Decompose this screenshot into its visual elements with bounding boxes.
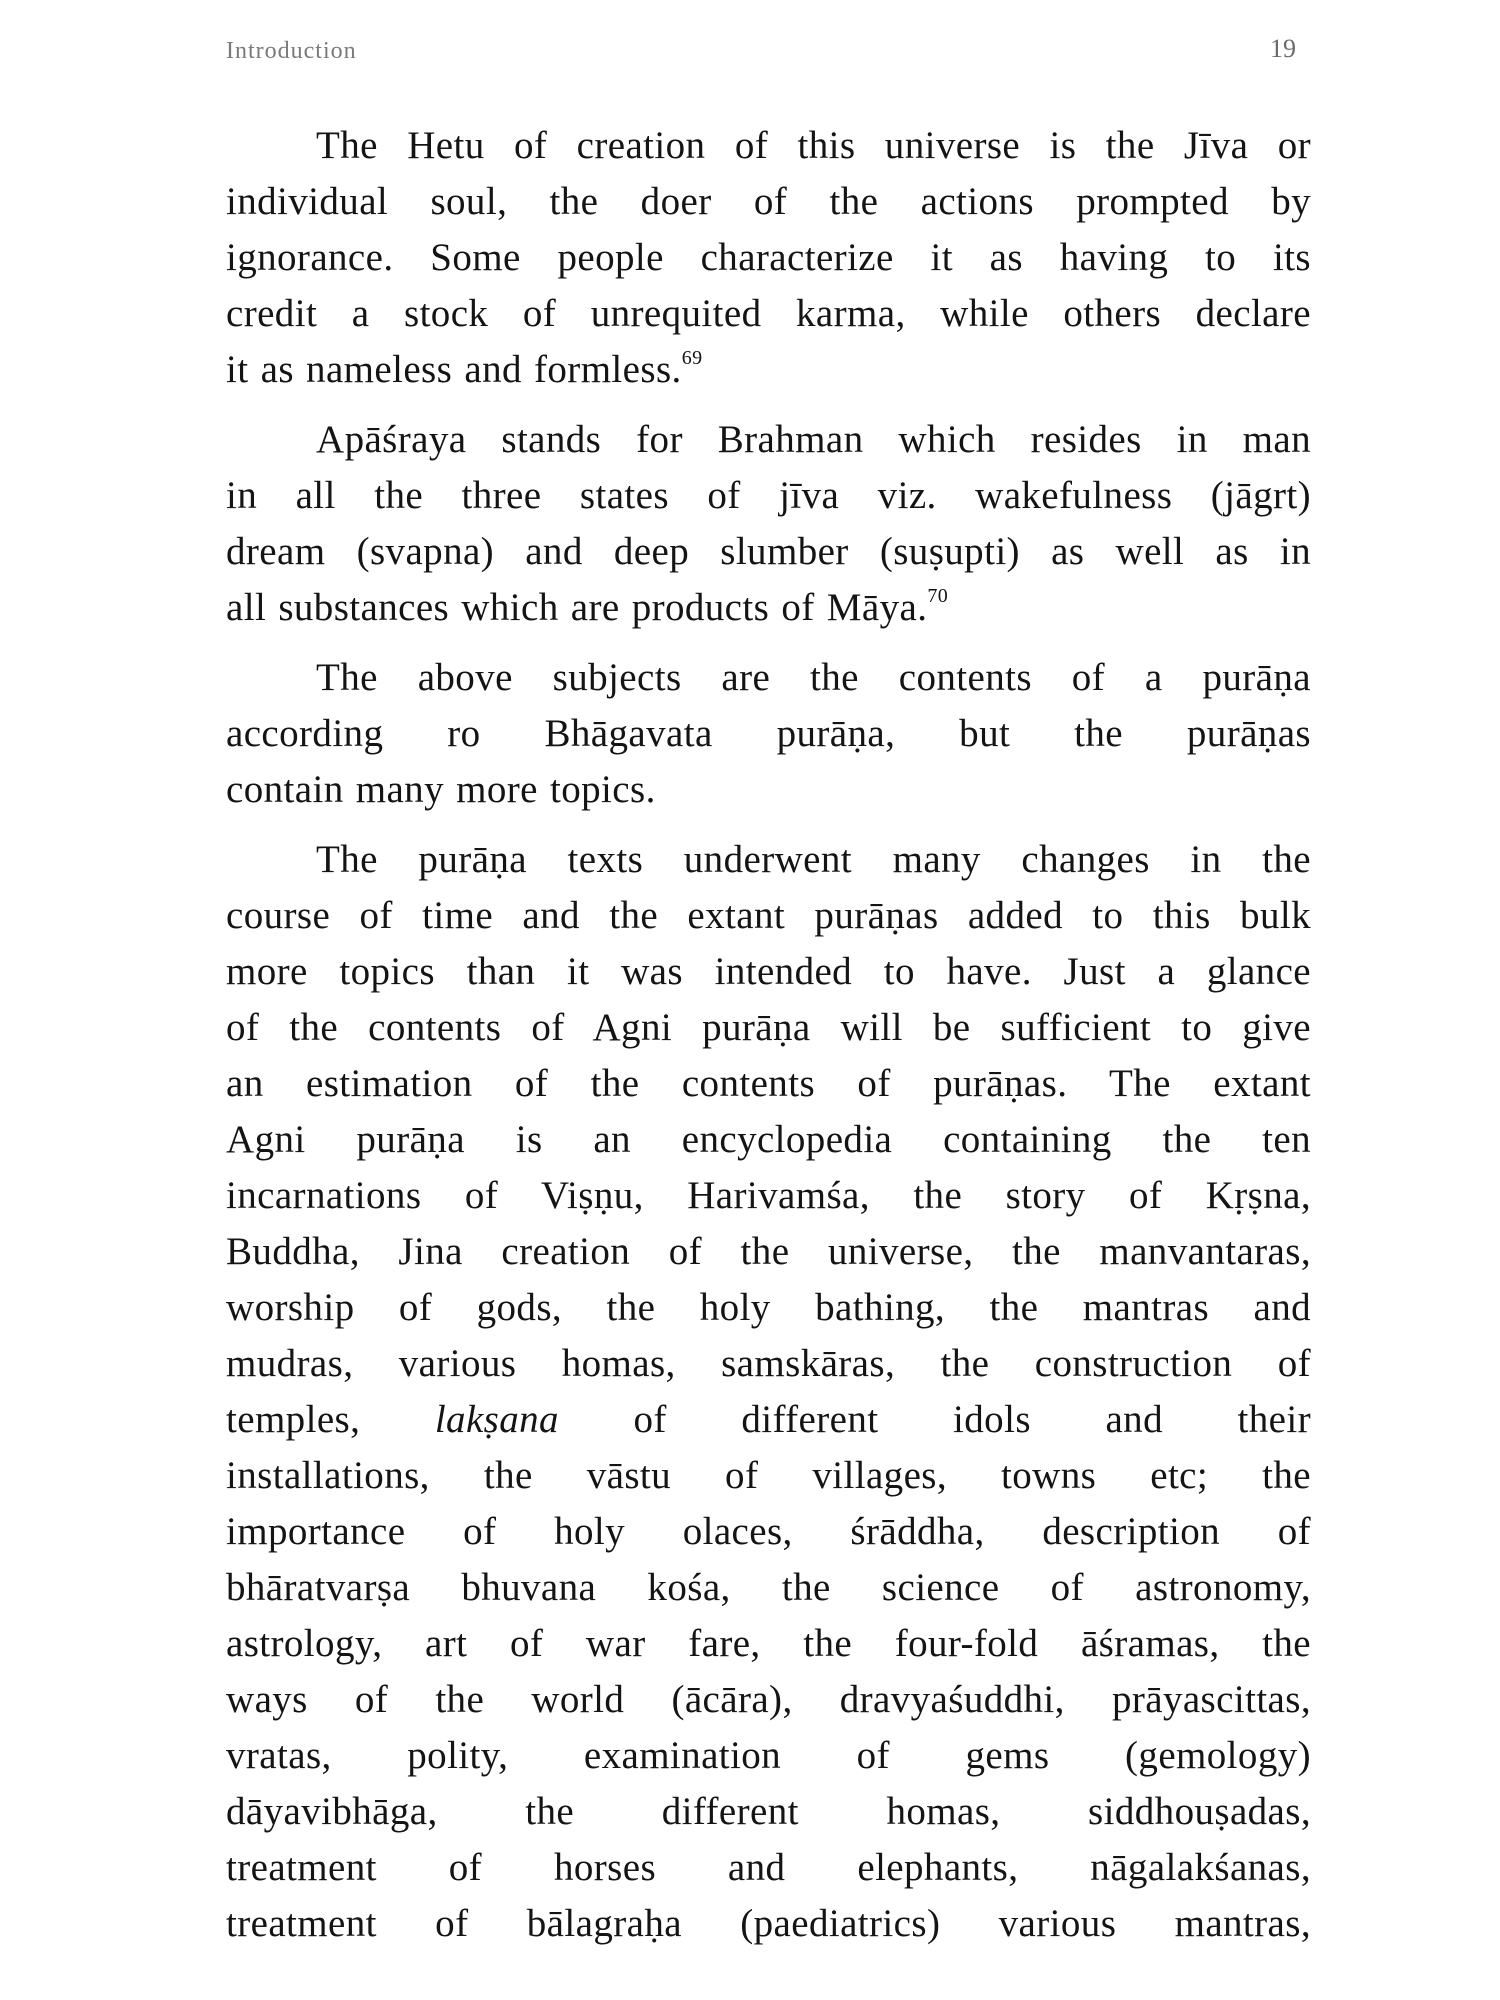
text-line: Apāśraya stands for Brahman which resides in man [316, 418, 1311, 461]
text-line: more topics than it was intended to have. Just a glance [226, 950, 1311, 993]
text-line: in all the three states of jīva viz. wakefulness (jāgrt) [226, 474, 1311, 517]
text-line [226, 580, 1311, 636]
text-line: incarnations of Viṣṇu, Harivamśa, the story of Kṛṣna, [226, 1174, 1311, 1217]
text-fragment: of different idols and their [558, 1398, 1311, 1441]
text-line: treatment of bālagraḥa (paediatrics) various mantras, [226, 1902, 1311, 1945]
text-line [226, 342, 1311, 398]
text-line: individual soul, the doer of the actions prompted by [226, 180, 1311, 223]
text-line [226, 1392, 1311, 1448]
text-line: dream (svapna) and deep slumber (suṣupti) as well as in [226, 530, 1311, 573]
paragraph-purana-texts [226, 832, 1311, 1952]
text-line: installations, the vāstu of villages, towns etc; the [226, 1454, 1311, 1497]
text-line: an estimation of the contents of purāṇas. The extant [226, 1062, 1311, 1105]
text-line: Buddha, Jina creation of the universe, the manvantaras, [226, 1230, 1311, 1273]
text-line: The purāṇa texts underwent many changes in the [316, 838, 1311, 881]
text-line: contain many more topics. [226, 768, 656, 811]
text-line: credit a stock of unrequited karma, while others declare [226, 292, 1311, 335]
text-line: mudras, various homas, samskāras, the construction of [226, 1342, 1311, 1385]
text-line: Agni purāṇa is an encyclopedia containing the ten [226, 1118, 1311, 1161]
text-line: course of time and the extant purāṇas added to this bulk [226, 894, 1311, 937]
text-line: The Hetu of creation of this universe is the Jīva or [316, 124, 1311, 167]
body-text [226, 118, 1311, 1966]
page-number: 19 [1270, 34, 1296, 63]
footnote-marker: 69 [681, 347, 703, 369]
text-line: worship of gods, the holy bathing, the mantras and [226, 1286, 1311, 1329]
text-line: importance of holy olaces, śrāddha, description of [226, 1510, 1311, 1553]
text-line: ways of the world (ācāra), dravyaśuddhi, prāyascittas, [226, 1678, 1311, 1721]
text-line: astrology, art of war fare, the four-fold āśramas, the [226, 1622, 1311, 1665]
text-fragment: all substances which are products of Māya. [226, 586, 928, 629]
text-line: of the contents of Agni purāṇa will be sufficient to give [226, 1006, 1311, 1049]
paragraph-contents [226, 650, 1311, 818]
text-line: according ro Bhāgavata purāṇa, but the purāṇas [226, 712, 1311, 755]
text-line: dāyavibhāga, the different homas, siddhouṣadas, [226, 1790, 1311, 1833]
text-line: vratas, polity, examination of gems (gemology) [226, 1734, 1311, 1777]
text-fragment: it as nameless and formless. [226, 348, 682, 391]
paragraph-hetu [226, 118, 1311, 398]
text-line: bhāratvarṣa bhuvana kośa, the science of astronomy, [226, 1566, 1311, 1609]
running-head: Introduction [226, 38, 357, 64]
footnote-marker: 70 [927, 585, 949, 607]
text-line: ignorance. Some people characterize it as having to its [226, 236, 1311, 279]
paragraph-apasraya [226, 412, 1311, 636]
italic-term: lakṣana [434, 1398, 559, 1441]
text-line: treatment of horses and elephants, nāgalakśanas, [226, 1846, 1311, 1889]
text-line: The above subjects are the contents of a purāṇa [316, 656, 1311, 699]
text-fragment: temples, [226, 1398, 435, 1441]
